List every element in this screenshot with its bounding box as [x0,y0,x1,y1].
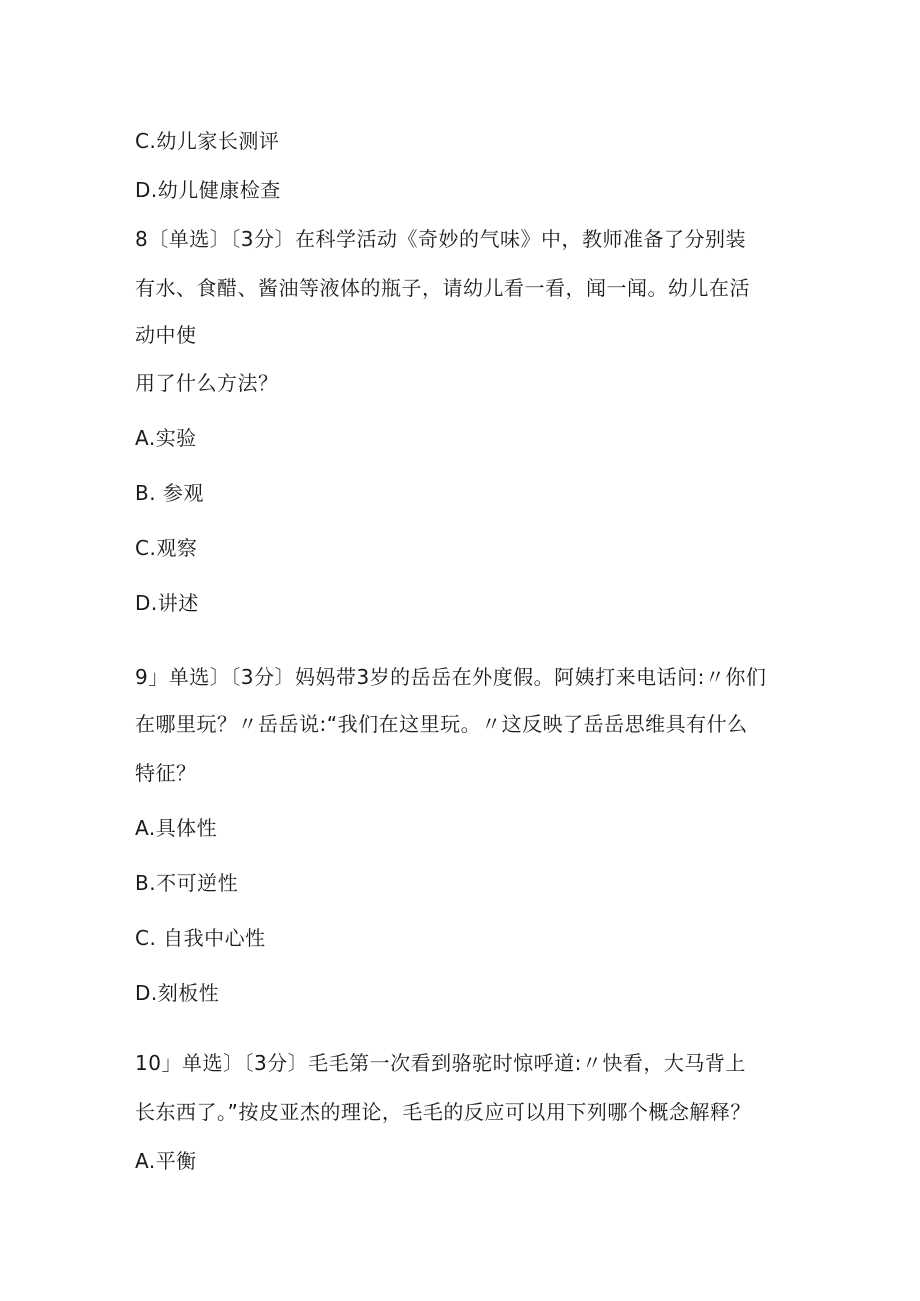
q7-option-d: D.幼儿健康检查 [135,178,281,202]
q9-option-b: B.不可逆性 [135,871,239,895]
q9-stem-line-2: 在哪里玩？〃岳岳说:“我们在这里玩。〃这反映了岳岳思维具有什么 [135,712,748,736]
q9-stem-line-1: 9」单选〕〔3分〕妈妈带3岁的岳岳在外度假。阿姨打来电话问:〃你们 [135,665,767,689]
q8-option-a: A.实验 [135,426,197,450]
q8-stem-line-3: 动中使 [135,323,197,347]
q8-stem-line-4: 用了什么方法？ [135,371,279,395]
q9-option-d: D.刻板性 [135,981,220,1005]
q9-stem-line-3: 特征？ [135,761,197,785]
q9-option-c: C. 自我中心性 [135,926,266,950]
q8-option-b: B. 参观 [135,481,204,505]
q7-option-c: C.幼儿家长测评 [135,129,280,153]
q9-option-a: A.具体性 [135,816,218,840]
q10-stem-line-2: 长东西了。”按皮亚杰的理论，毛毛的反应可以用下列哪个概念解释？ [135,1100,751,1124]
q8-stem-line-2: 有水、食醋、酱油等液体的瓶子，请幼儿看一看，闻一闻。幼儿在活 [135,276,750,300]
q8-option-c: C.观察 [135,536,198,560]
q8-stem-line-1: 8〔单选〕〔3分〕在科学活动《奇妙的气味》中，教师准备了分别装 [135,227,746,251]
q10-stem-line-1: 10」单选〕〔3分〕毛毛第一次看到骆驼时惊呼道:〃快看，大马背上 [135,1051,746,1075]
q8-option-d: D.讲述 [135,591,199,615]
q10-option-a: A.平衡 [135,1149,197,1173]
